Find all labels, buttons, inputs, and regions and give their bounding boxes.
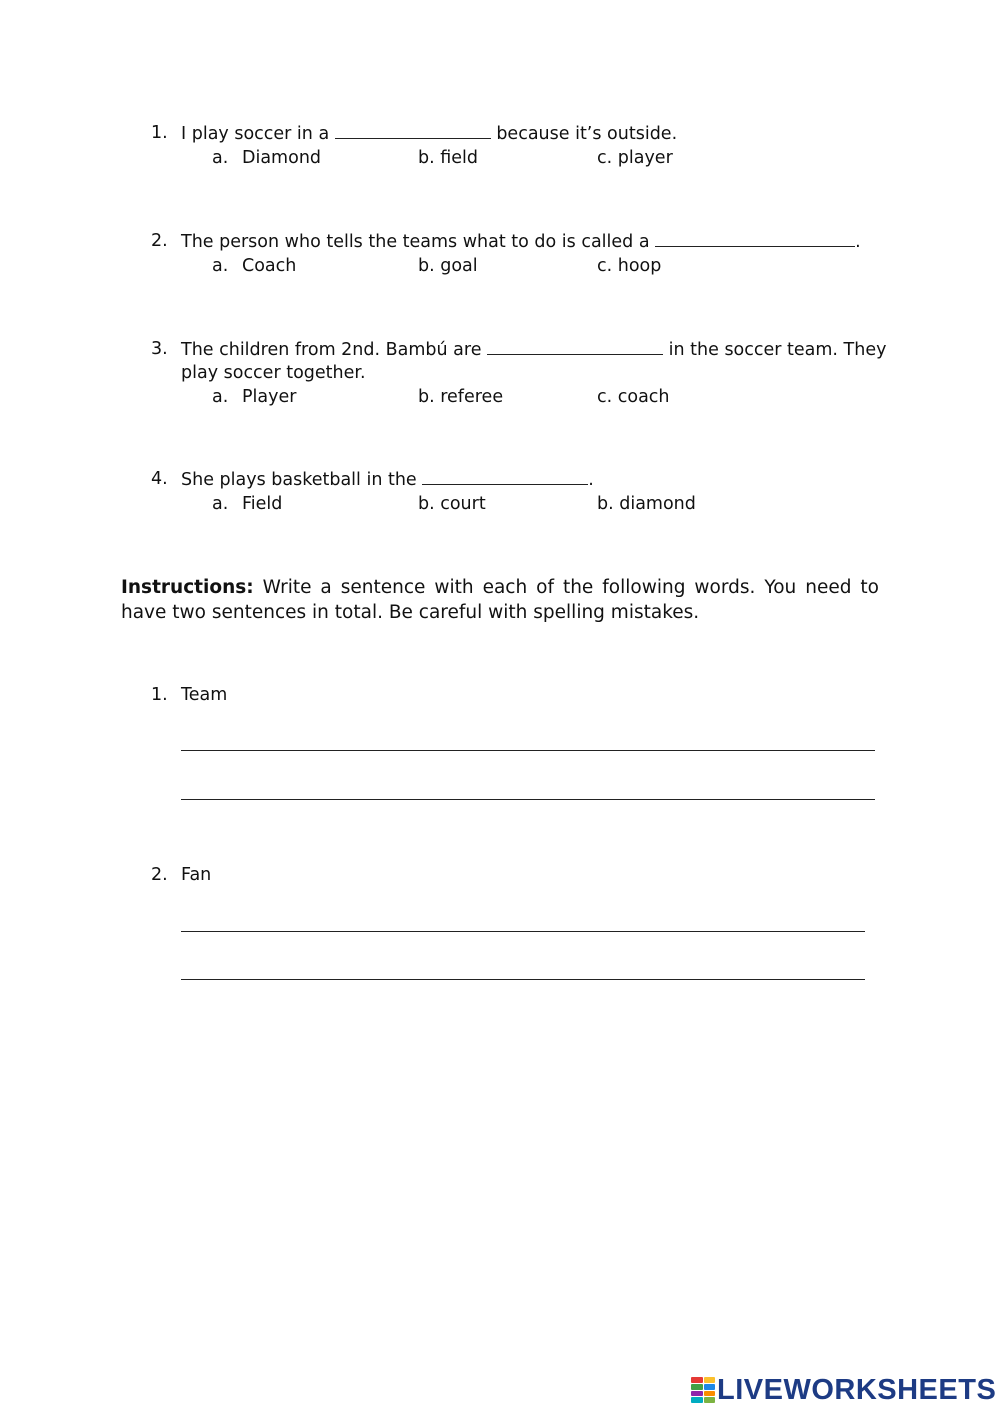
logo-tile: [704, 1377, 716, 1383]
option-c[interactable]: c. hoop: [597, 256, 662, 276]
option-a-letter: a.: [212, 494, 229, 514]
question-number: 3.: [151, 339, 168, 359]
writing-line[interactable]: [181, 979, 865, 980]
logo-tile: [691, 1377, 703, 1383]
logo-tile: [691, 1397, 703, 1403]
option-a-letter: a.: [212, 387, 229, 407]
option-a[interactable]: Diamond: [242, 148, 322, 168]
option-c[interactable]: b. diamond: [597, 494, 696, 514]
logo-tile: [704, 1391, 716, 1397]
option-a[interactable]: Field: [242, 494, 283, 514]
writing-line[interactable]: [181, 799, 875, 800]
logo-tile: [704, 1384, 716, 1390]
writing-item-2: [0, 863, 1000, 887]
question-2: [0, 229, 1000, 279]
brand-text: LIVEWORKSHEETS: [717, 1374, 997, 1406]
answer-blank[interactable]: [487, 337, 663, 355]
option-b[interactable]: b. court: [418, 494, 486, 514]
question-text: The person who tells the teams what to do is called a .: [181, 229, 861, 254]
question-text: The children from 2nd. Bambú are in the soccer team. They: [181, 337, 886, 362]
option-c[interactable]: c. player: [597, 148, 673, 168]
option-a-letter: a.: [212, 256, 229, 276]
option-a[interactable]: Player: [242, 387, 297, 407]
instructions-label: Instructions:: [121, 577, 254, 598]
option-a[interactable]: Coach: [242, 256, 297, 276]
instructions-paragraph: [121, 575, 879, 625]
option-b[interactable]: b. field: [418, 148, 478, 168]
logo-tile: [704, 1397, 716, 1403]
logo-tile: [691, 1391, 703, 1397]
answer-blank[interactable]: [655, 229, 855, 247]
question-text: I play soccer in a because it’s outside.: [181, 121, 677, 146]
option-b[interactable]: b. goal: [418, 256, 478, 276]
question-text: She plays basketball in the .: [181, 467, 594, 492]
option-b[interactable]: b. referee: [418, 387, 504, 407]
liveworksheets-brand: [691, 1375, 996, 1405]
writing-item-1: [0, 683, 1000, 707]
writing-line[interactable]: [181, 931, 865, 932]
option-c[interactable]: c. coach: [597, 387, 670, 407]
writing-line[interactable]: [181, 750, 875, 751]
instructions-text: Write a sentence with each of the following words. You need to have two sentences in total. Be careful with spelling mistakes.: [121, 577, 879, 623]
question-3: [0, 337, 1000, 411]
question-4: [0, 467, 1000, 517]
question-number: 2.: [151, 231, 168, 251]
answer-blank[interactable]: [422, 467, 588, 485]
liveworksheets-logo-icon: [691, 1377, 715, 1403]
question-text-line-2: play soccer together.: [181, 363, 366, 383]
question-1: [0, 121, 1000, 171]
logo-tile: [691, 1384, 703, 1390]
writing-number: 2.: [151, 865, 168, 885]
writing-word: Team: [181, 685, 228, 705]
answer-blank[interactable]: [335, 121, 491, 139]
writing-word: Fan: [181, 865, 212, 885]
question-number: 4.: [151, 469, 168, 489]
writing-number: 1.: [151, 685, 168, 705]
option-a-letter: a.: [212, 148, 229, 168]
question-number: 1.: [151, 123, 168, 143]
